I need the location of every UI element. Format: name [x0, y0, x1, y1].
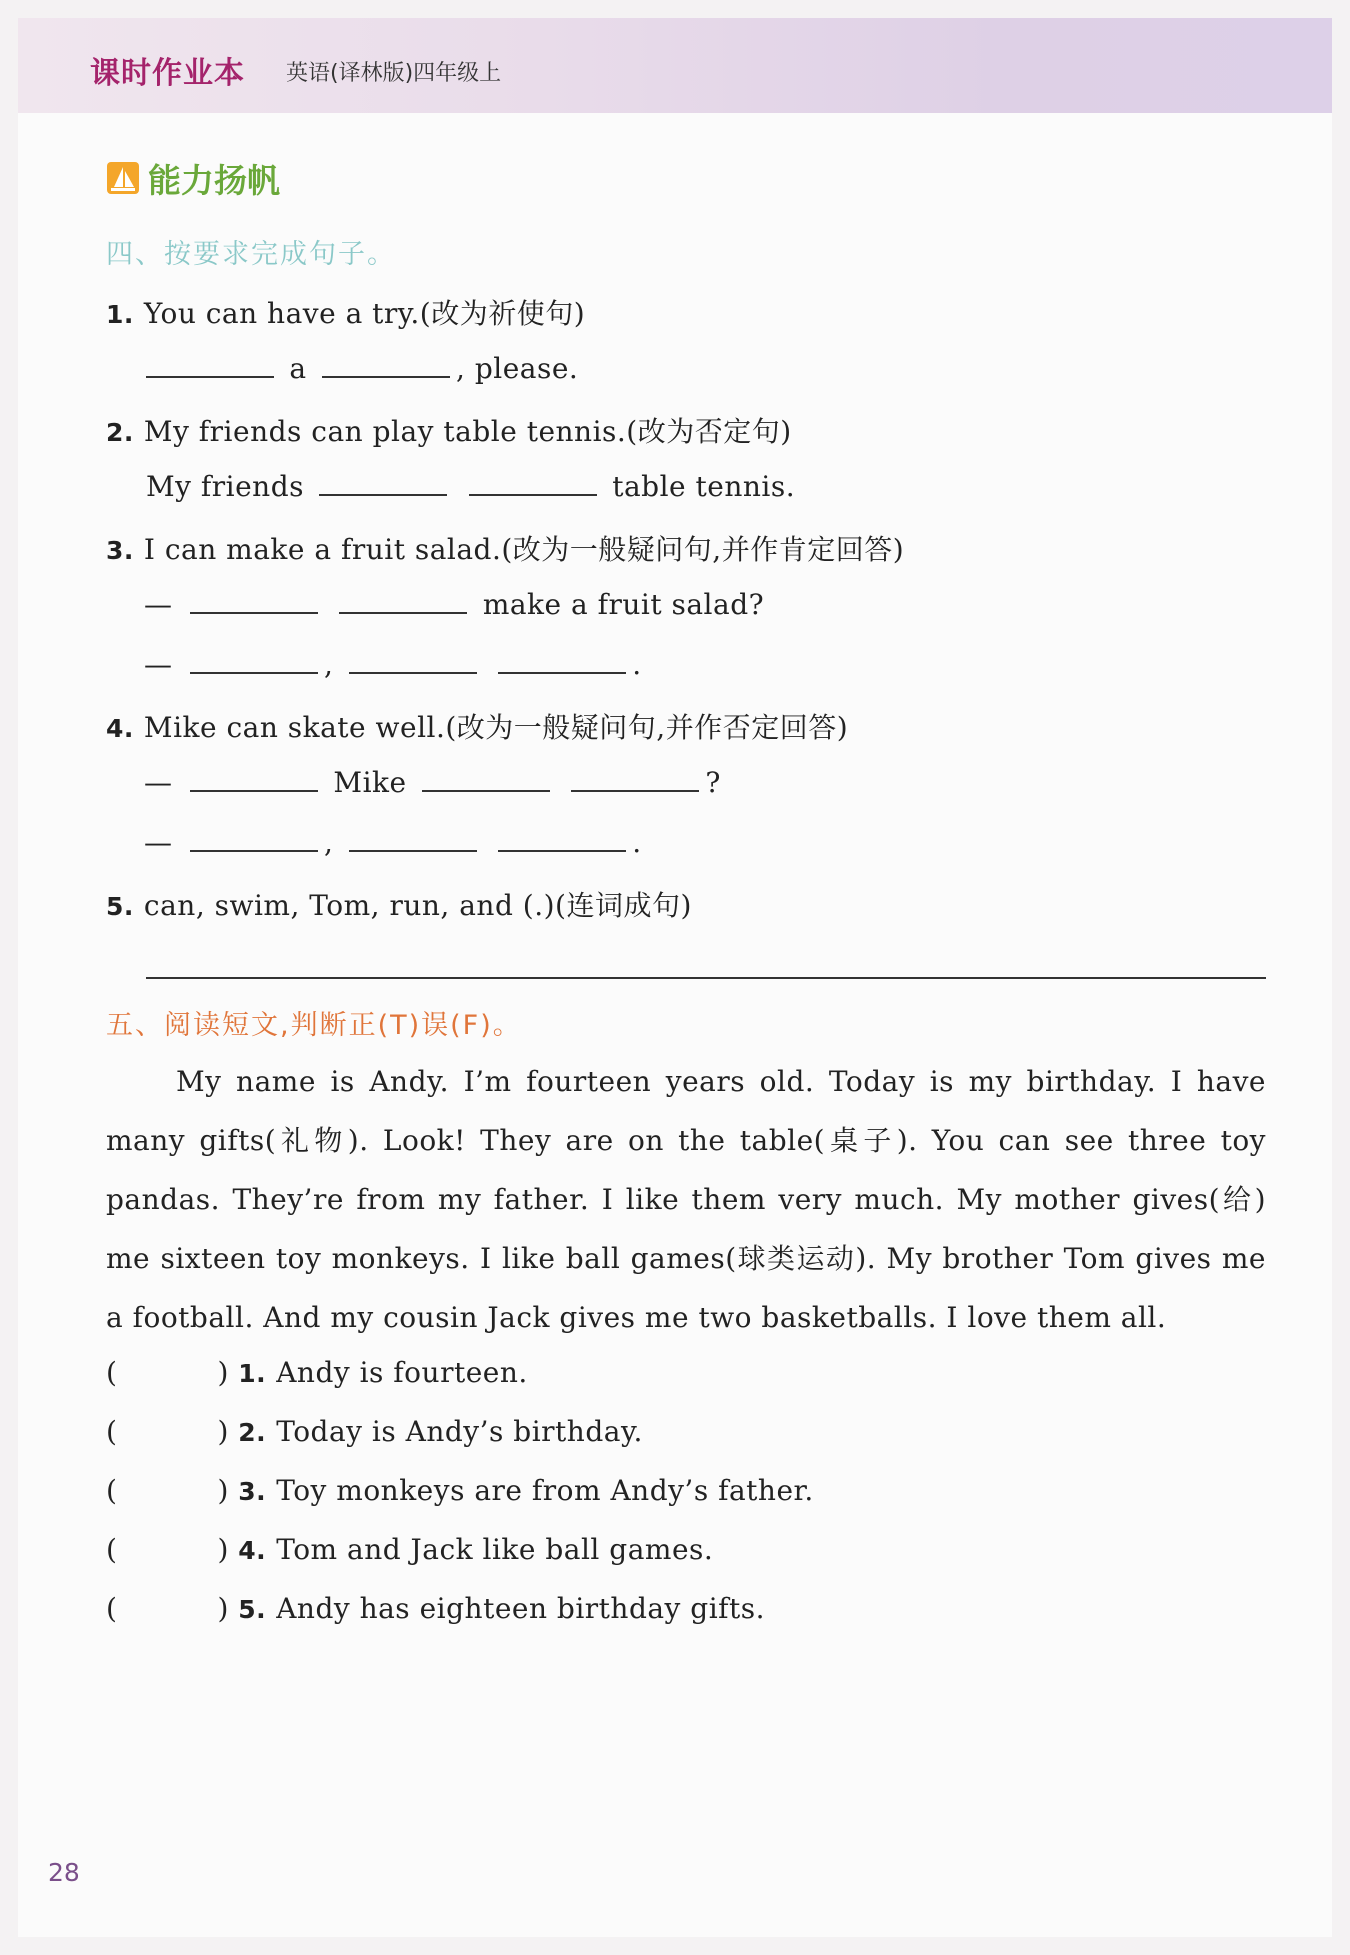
answer-blank[interactable]	[190, 648, 318, 674]
q1-answer-line	[140, 352, 578, 385]
answer-blank[interactable]	[422, 766, 550, 792]
part5-title: 五、阅读短文,判断正(T)误(F)。	[106, 1010, 522, 1041]
period: .	[632, 826, 642, 859]
section-heading	[106, 154, 280, 202]
q4-response-line	[144, 826, 642, 859]
q3-prompt	[106, 528, 904, 568]
q5-text: can, swim, Tom, run, and (.)(连词成句)	[143, 889, 692, 922]
answer-blank[interactable]	[469, 470, 597, 496]
tf-text: Tom and Jack like ball games.	[276, 1533, 714, 1566]
q1-prompt	[106, 292, 585, 332]
tf-number: 1.	[238, 1359, 267, 1388]
paren-open: (	[106, 1592, 118, 1625]
section-title: 能力扬帆	[148, 160, 280, 200]
question-mark: ?	[705, 766, 721, 799]
comma: ,	[324, 648, 334, 681]
q4-prompt	[106, 706, 848, 746]
book-subtitle: 英语(译林版)四年级上	[286, 61, 502, 86]
paren-close: )	[217, 1474, 229, 1507]
dialogue-dash: —	[144, 588, 173, 621]
q5-answer-line[interactable]	[146, 977, 1266, 979]
q4-number: 4.	[106, 714, 134, 743]
q1-answer-mid: a	[289, 352, 307, 385]
q1-number: 1.	[106, 300, 134, 329]
q3-response-line	[144, 648, 642, 681]
paren-open: (	[106, 1474, 118, 1507]
q3-text: I can make a fruit salad.(改为一般疑问句,并作肯定回答)	[143, 533, 905, 566]
paren-close: )	[217, 1533, 229, 1566]
tf-item	[106, 1533, 713, 1566]
answer-blank[interactable]	[498, 648, 626, 674]
paren-open: (	[106, 1356, 118, 1389]
answer-blank[interactable]	[190, 588, 318, 614]
paren-close: )	[217, 1592, 229, 1625]
book-title: 课时作业本	[90, 56, 245, 91]
tf-item	[106, 1474, 814, 1507]
q3-question-line	[144, 588, 764, 621]
page-number: 28	[48, 1858, 80, 1887]
q5-prompt	[106, 884, 692, 924]
answer-blank[interactable]	[349, 826, 477, 852]
answer-blank[interactable]	[498, 826, 626, 852]
answer-blank[interactable]	[146, 352, 274, 378]
tf-text: Andy is fourteen.	[276, 1356, 528, 1389]
q4-question-line	[144, 766, 721, 799]
answer-blank[interactable]	[349, 648, 477, 674]
q4-answer-mid: Mike	[333, 766, 407, 799]
tf-item	[106, 1592, 765, 1625]
q2-number: 2.	[106, 418, 134, 447]
answer-blank[interactable]	[190, 766, 318, 792]
paren-close: )	[217, 1415, 229, 1448]
tf-item	[106, 1415, 643, 1448]
paren-open: (	[106, 1415, 118, 1448]
q2-prompt	[106, 410, 792, 450]
dialogue-dash: —	[144, 648, 173, 681]
sail-icon	[106, 161, 140, 195]
q1-text: You can have a try.(改为祈使句)	[143, 297, 586, 330]
q2-answer-start: My friends	[146, 470, 304, 503]
tf-text: Today is Andy’s birthday.	[276, 1415, 643, 1448]
paren-open: (	[106, 1533, 118, 1566]
period: .	[632, 648, 642, 681]
paren-close: )	[217, 1356, 229, 1389]
q3-number: 3.	[106, 536, 134, 565]
q3-answer-end: make a fruit salad?	[482, 588, 765, 621]
q5-number: 5.	[106, 892, 134, 921]
tf-number: 5.	[238, 1595, 267, 1624]
q2-answer-line	[146, 470, 795, 503]
answer-blank[interactable]	[322, 352, 450, 378]
tf-number: 2.	[238, 1418, 267, 1447]
answer-blank[interactable]	[571, 766, 699, 792]
answer-blank[interactable]	[190, 826, 318, 852]
comma: ,	[324, 826, 334, 859]
q2-text: My friends can play table tennis.(改为否定句)	[143, 415, 792, 448]
dialogue-dash: —	[144, 826, 173, 859]
q2-answer-end: table tennis.	[612, 470, 796, 503]
dialogue-dash: —	[144, 766, 173, 799]
tf-number: 4.	[238, 1536, 267, 1565]
tf-item	[106, 1356, 528, 1389]
part4-title: 四、按要求完成句子。	[106, 239, 396, 270]
q4-text: Mike can skate well.(改为一般疑问句,并作否定回答)	[143, 711, 849, 744]
reading-passage: My name is Andy. I’m fourteen years old. Today is my birthday. I have many gifts(礼物). Look! They are on the table(桌子). You can see three toy pandas. They’re from my father. I like them very much. My mother gives(给) me sixteen toy monkeys. I like ball games(球类运动). My brother Tom gives me a football. And my cousin Jack gives me two basketballs. I love them all.	[106, 1065, 1266, 1334]
tf-text: Andy has eighteen birthday gifts.	[276, 1592, 766, 1625]
answer-blank[interactable]	[319, 470, 447, 496]
tf-text: Toy monkeys are from Andy’s father.	[276, 1474, 814, 1507]
tf-number: 3.	[238, 1477, 267, 1506]
q1-answer-end: , please.	[456, 352, 579, 385]
answer-blank[interactable]	[339, 588, 467, 614]
